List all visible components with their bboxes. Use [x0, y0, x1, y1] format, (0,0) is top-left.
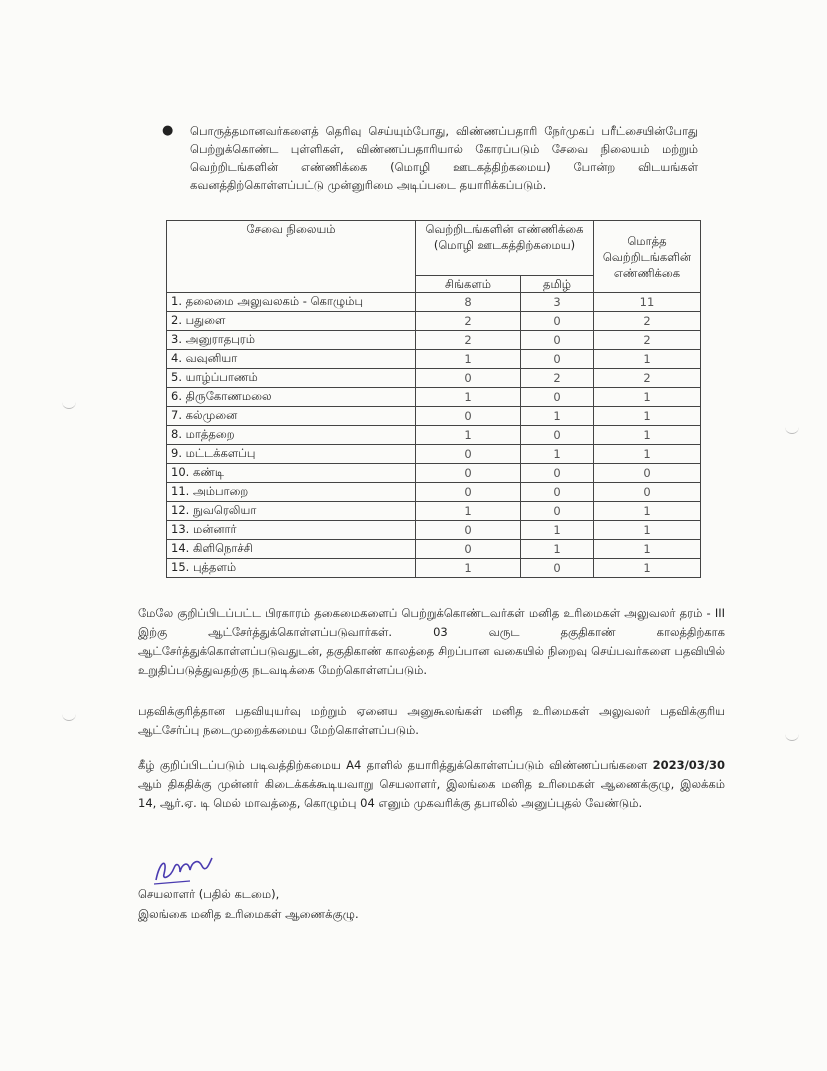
station-cell: 4. வவுனியா — [167, 350, 416, 369]
tamil-cell: 1 — [521, 521, 594, 540]
application-text-start: கீழ் குறிப்பிடப்படும் படிவத்திற்கமைய A4 தாளில் தயாரித்துக்கொள்ளப்படும் விண்ணப்பங்களை — [138, 758, 653, 772]
signature — [150, 850, 220, 886]
paragraph-promotion: பதவிக்குரித்தான பதவியுயர்வு மற்றும் ஏனைய அனுகூலங்கள் மனித உரிமைகள் அலுவலர் பதவிக்குரிய ஆட்சேர்ப்பு நடைமுறைக்கமைய மேற்கொள்ளப்படும். — [138, 704, 725, 737]
total-cell: 2 — [594, 331, 701, 350]
bullet-paragraph: பொருத்தமானவர்களைத் தெரிவு செய்யும்போது, விண்ணப்பதாரி நேர்முகப் பரீட்சையின்போது பெற்றுக்கொண்ட புள்ளிகள், விண்ணப்பதாரியால் கோரப்படும் சேவை நிலையம் மற்றும் வெற்றிடங்களின் எண்ணிக்கை (மொழி ஊடகத்திற்கமைய) போன்ற விடயங்கள் கவனத்திற்கொள்ளப்பட்டு முன்னுரிமை அடிப்படை தயாரிக்கப்படும். — [190, 124, 698, 192]
sinhala-cell: 1 — [416, 559, 521, 578]
total-cell: 1 — [594, 350, 701, 369]
paragraph-application — [138, 756, 725, 813]
tamil-cell: 0 — [521, 426, 594, 445]
station-cell: 3. அனுராதபுரம் — [167, 331, 416, 350]
tamil-cell: 0 — [521, 464, 594, 483]
sinhala-cell: 1 — [416, 502, 521, 521]
tamil-cell: 1 — [521, 445, 594, 464]
table-row — [167, 521, 701, 540]
sinhala-cell: 0 — [416, 369, 521, 388]
total-cell: 0 — [594, 483, 701, 502]
sinhala-cell: 0 — [416, 483, 521, 502]
sinhala-cell: 1 — [416, 350, 521, 369]
tamil-cell: 1 — [521, 407, 594, 426]
table-row — [167, 407, 701, 426]
table-row — [167, 293, 701, 312]
sinhala-cell: 0 — [416, 445, 521, 464]
table-row — [167, 445, 701, 464]
page-edge-mark — [62, 712, 76, 721]
station-cell: 6. திருகோணமலை — [167, 388, 416, 407]
tamil-cell: 3 — [521, 293, 594, 312]
table-row — [167, 331, 701, 350]
total-cell: 1 — [594, 502, 701, 521]
sinhala-cell: 0 — [416, 540, 521, 559]
total-cell: 0 — [594, 464, 701, 483]
table-row — [167, 464, 701, 483]
total-cell: 1 — [594, 540, 701, 559]
table-row — [167, 388, 701, 407]
header-tamil: தமிழ் — [521, 276, 594, 293]
table-row — [167, 502, 701, 521]
total-cell: 11 — [594, 293, 701, 312]
total-cell: 1 — [594, 521, 701, 540]
header-total: மொத்த வெற்றிடங்களின் எண்ணிக்கை — [594, 221, 701, 293]
station-cell: 2. பதுளை — [167, 312, 416, 331]
table-body — [167, 293, 701, 578]
sinhala-cell: 0 — [416, 407, 521, 426]
sinhala-cell: 2 — [416, 331, 521, 350]
table-row — [167, 312, 701, 331]
station-cell: 15. புத்தளம் — [167, 559, 416, 578]
table-row — [167, 426, 701, 445]
signoff-organisation: இலங்கை மனித உரிமைகள் ஆணைக்குழு. — [138, 907, 359, 921]
total-cell: 1 — [594, 388, 701, 407]
header-station: சேவை நிலையம் — [167, 221, 416, 293]
bullet-icon: ● — [162, 123, 174, 138]
station-cell: 9. மட்டக்களப்பு — [167, 445, 416, 464]
station-cell: 1. தலைமை அலுவலகம் - கொழும்பு — [167, 293, 416, 312]
total-cell: 2 — [594, 312, 701, 331]
station-cell: 8. மாத்தறை — [167, 426, 416, 445]
table-row — [167, 540, 701, 559]
header-sinhala: சிங்களம் — [416, 276, 521, 293]
sinhala-cell: 1 — [416, 426, 521, 445]
tamil-cell: 0 — [521, 559, 594, 578]
station-cell: 14. கிளிநொச்சி — [167, 540, 416, 559]
page-edge-mark — [785, 425, 799, 434]
station-cell: 12. நுவரெலியா — [167, 502, 416, 521]
station-cell: 13. மன்னார் — [167, 521, 416, 540]
table-row — [167, 483, 701, 502]
tamil-cell: 0 — [521, 502, 594, 521]
total-cell: 1 — [594, 445, 701, 464]
sinhala-cell: 8 — [416, 293, 521, 312]
sinhala-cell: 0 — [416, 521, 521, 540]
deadline-date: 2023/03/30 — [652, 758, 725, 772]
paragraph-appointment: மேலே குறிப்பிடப்பட்ட பிரகாரம் தகைமைகளைப் பெற்றுக்கொண்டவர்கள் மனித உரிமைகள் அலுவலர் தரம் - III இற்கு ஆட்சேர்த்துக்கொள்ளப்படுவார்கள். 03 வருட தகுதிகாண் காலத்திற்காக ஆட்சேர்த்துக்கொள்ளப்படுவதுடன், தகுதிகாண் காலத்தை சிறப்பான வகையில் நிறைவு செய்பவர்களை பதவியில் உறுதிப்படுத்துவதற்கு நடவடிக்கை மேற்கொள்ளப்படும். — [138, 606, 725, 677]
total-cell: 2 — [594, 369, 701, 388]
page-edge-mark — [62, 400, 76, 409]
signoff-block — [138, 884, 359, 924]
total-cell: 1 — [594, 559, 701, 578]
tamil-cell: 1 — [521, 540, 594, 559]
station-cell: 7. கல்முனை — [167, 407, 416, 426]
total-cell: 1 — [594, 407, 701, 426]
bullet-item — [162, 122, 698, 194]
signoff-title: செயலாளர் (பதில் கடமை), — [138, 887, 280, 901]
tamil-cell: 0 — [521, 350, 594, 369]
header-vacancies: வெற்றிடங்களின் எண்ணிக்கை (மொழி ஊடகத்திற்கமைய) — [416, 221, 594, 276]
sinhala-cell: 0 — [416, 464, 521, 483]
table-row — [167, 559, 701, 578]
application-text-end: ஆம் திகதிக்கு முன்னர் கிடைக்கக்கூடியவாறு செயலாளர், இலங்கை மனித உரிமைகள் ஆணைக்குழு, இலக்கம் 14, ஆர்.ஏ. டி மெல் மாவத்தை, கொழும்பு 04 எனும் முகவரிக்கு தபாலில் அனுப்புதல் வேண்டும். — [138, 777, 725, 810]
tamil-cell: 0 — [521, 312, 594, 331]
station-cell: 10. கண்டி — [167, 464, 416, 483]
tamil-cell: 2 — [521, 369, 594, 388]
station-cell: 5. யாழ்ப்பாணம் — [167, 369, 416, 388]
sinhala-cell: 1 — [416, 388, 521, 407]
sinhala-cell: 2 — [416, 312, 521, 331]
page-edge-mark — [785, 732, 799, 741]
tamil-cell: 0 — [521, 388, 594, 407]
table-row — [167, 350, 701, 369]
table-row — [167, 369, 701, 388]
total-cell: 1 — [594, 426, 701, 445]
station-cell: 11. அம்பாறை — [167, 483, 416, 502]
tamil-cell: 0 — [521, 483, 594, 502]
tamil-cell: 0 — [521, 331, 594, 350]
vacancy-table — [166, 220, 701, 578]
